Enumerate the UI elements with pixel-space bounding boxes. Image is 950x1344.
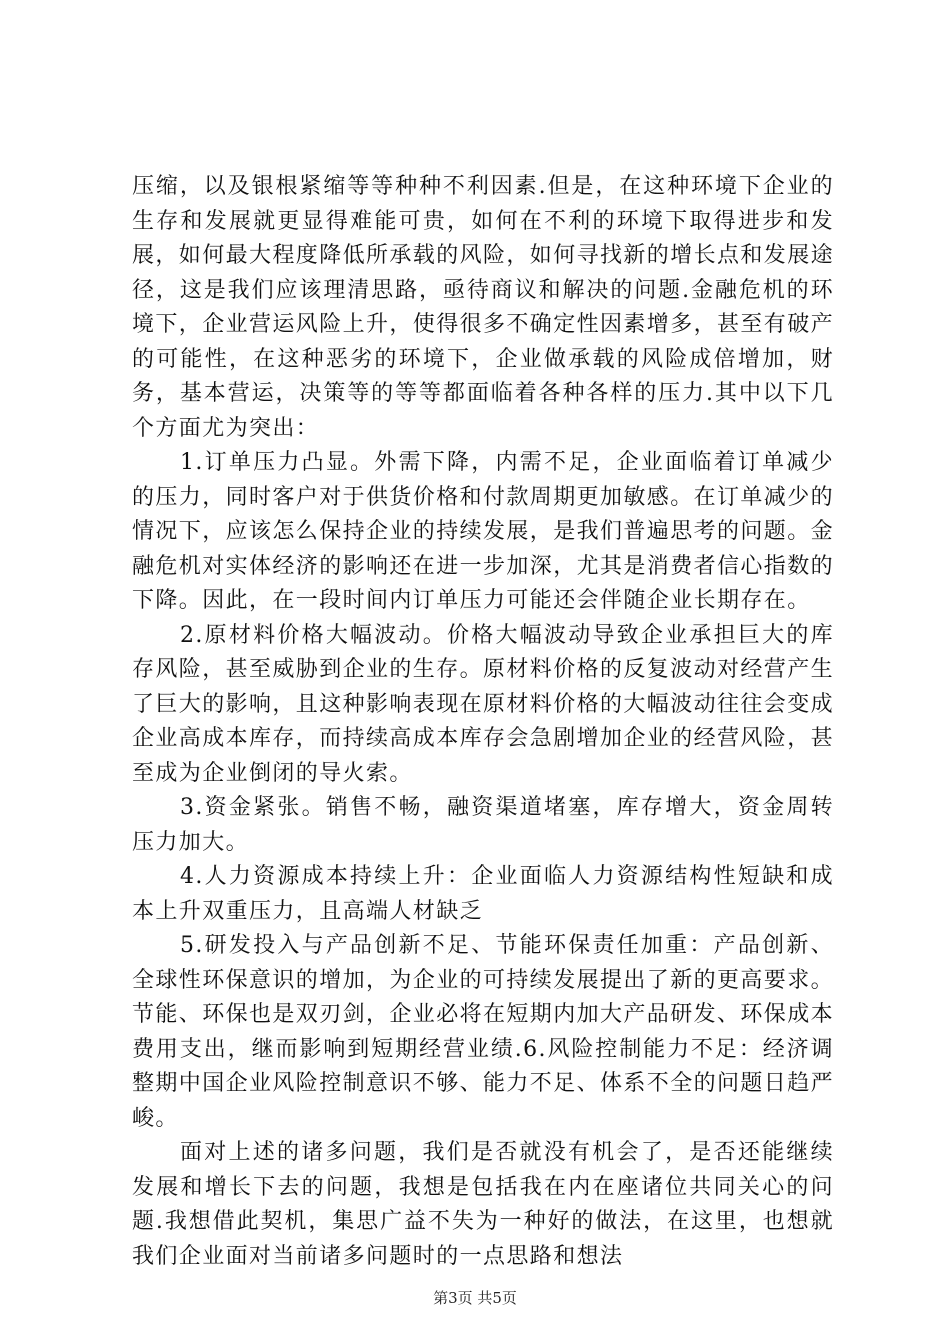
- paragraph-item-1: 1.订单压力凸显。外需下降，内需不足，企业面临着订单减少的压力，同时客户对于供货价格和付款周期更加敏感。在订单减少的情况下，应该怎么保持企业的持续发展，是我们普遍思考的问题。金融危机对实体经济的影响还在进一步加深，尤其是消费者信心指数的下降。因此，在一段时间内订单压力可能还会伴随企业长期存在。: [132, 450, 835, 613]
- paragraph-conclusion: 面对上述的诸多问题，我们是否就没有机会了，是否还能继续发展和增长下去的问题，我想是包括我在内在座诸位共同关心的问题.我想借此契机，集思广益不失为一种好的做法，在这里，也想就我们企业面对当前诸多问题时的一点思路和想法: [132, 1140, 834, 1269]
- paragraph-intro: 压缩，以及银根紧缩等等种种不利因素.但是，在这种环境下企业的生存和发展就更显得难能可贵，如何在不利的环境下取得进步和发展，如何最大程度降低所承载的风险，如何寻找新的增长点和发展途径，这是我们应该理清思路，亟待商议和解决的问题.金融危机的环境下，企业营运风险上升，使得很多不确定性因素增多，甚至有破产的可能性，在这种恶劣的环境下，企业做承载的风险成倍增加，财务，基本营运，决策等的等等都面临着各种各样的压力.其中以下几个方面尤为突出：: [132, 174, 835, 441]
- paragraph-item-4: 4.人力资源成本持续上升：企业面临人力资源结构性短缺和成本上升双重压力，且高端人材缺乏: [132, 864, 834, 924]
- paragraph-item-5: 5.研发投入与产品创新不足、节能环保责任加重：产品创新、全球性环保意识的增加，为企业的可持续发展提出了新的更高要求。节能、环保也是双刃剑，企业必将在短期内加大产品研发、环保成本费用支出，继而影响到短期经营业绩.6.风险控制能力不足：经济调整期中国企业风险控制意识不够、能力不足、体系不全的问题日趋严峻。: [132, 933, 835, 1131]
- paragraph-item-2: 2.原材料价格大幅波动。价格大幅波动导致企业承担巨大的库存风险，甚至威胁到企业的生存。原材料价格的反复波动对经营产生了巨大的影响，且这种影响表现在原材料价格的大幅波动往往会变成企业高成本库存，而持续高成本库存会急剧增加企业的经营风险，甚至成为企业倒闭的导火索。: [132, 622, 835, 786]
- page-number-footer: 第3页 共5页: [433, 1289, 517, 1307]
- document-body: [132, 170, 834, 1274]
- paragraph-item-3: 3.资金紧张。销售不畅，融资渠道堵塞，库存增大，资金周转压力加大。: [132, 795, 834, 855]
